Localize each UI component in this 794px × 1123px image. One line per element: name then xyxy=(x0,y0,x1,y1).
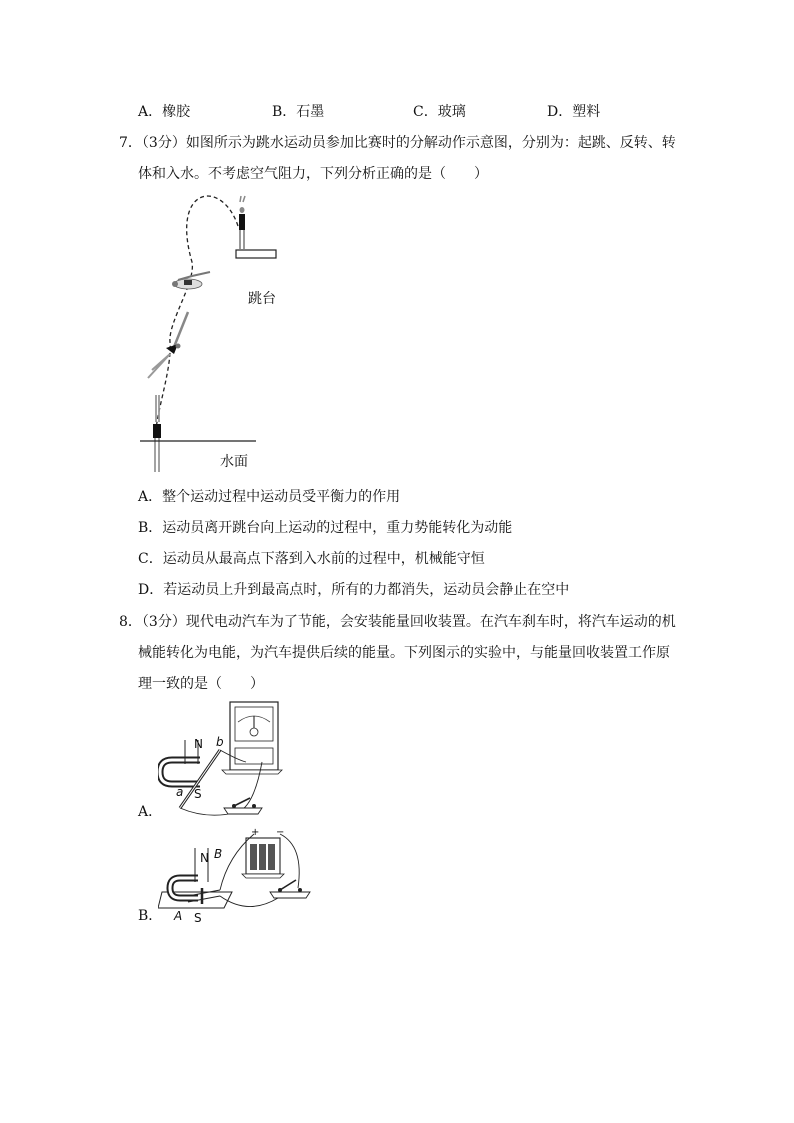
battery-minus-label: − xyxy=(276,827,285,838)
q8-figure-b-motor xyxy=(158,826,314,924)
q8-stem-line2: 械能转化为电能，为汽车提供后续的能量。下列图示的实验中，与能量回收装置工作原 xyxy=(138,645,670,661)
diver-entry xyxy=(153,395,161,472)
platform-board xyxy=(236,250,276,258)
q7-option-d: D．若运动员上升到最高点时，所有的力都消失，运动员会静止在空中 xyxy=(138,582,570,598)
rail-end-a-label: A xyxy=(174,909,183,923)
q8-stem-line1: 8．（3分）现代电动汽车为了节能，会安装能量回收装置。在汽车刹车时，将汽车运动的机 xyxy=(119,614,676,630)
q8-stem-line3: 理一致的是（ ） xyxy=(138,676,264,692)
switch xyxy=(224,798,262,814)
rod-end-b-label: b xyxy=(216,735,224,749)
q7-option-c: C．运动员从最高点下落到入水前的过程中，机械能守恒 xyxy=(138,551,485,567)
wire xyxy=(280,834,299,888)
rail-end-b-label: B xyxy=(214,847,223,861)
diver-takeoff xyxy=(239,196,245,249)
q6-option-a: A．橡胶 xyxy=(138,104,191,120)
battery-plus-label: + xyxy=(251,827,260,838)
galvanometer xyxy=(222,702,282,774)
q8-option-b-letter: B． xyxy=(138,908,163,924)
trajectory-dashed-line xyxy=(156,196,238,430)
magnet-north-label: N xyxy=(194,737,203,751)
q7-option-a: A．整个运动过程中运动员受平衡力的作用 xyxy=(138,489,401,505)
diving-figure xyxy=(130,192,290,477)
q6-option-d: D．塑料 xyxy=(547,104,601,120)
magnet-south-label: S xyxy=(194,911,202,924)
q8-figure-a-generator xyxy=(158,700,284,820)
q6-option-b: B．石墨 xyxy=(272,104,325,120)
q7-option-b: B．运动员离开跳台向上运动的过程中，重力势能转化为动能 xyxy=(138,520,513,536)
platform-label: 跳台 xyxy=(248,291,276,307)
rod-end-a-label: a xyxy=(176,785,184,799)
water-label: 水面 xyxy=(220,454,248,470)
q8-option-a-letter: A． xyxy=(138,804,163,820)
q6-option-c: C．玻璃 xyxy=(413,104,466,120)
switch xyxy=(270,880,310,898)
q7-stem-line1: 7．（3分）如图所示为跳水运动员参加比赛时的分解动作示意图，分别为：起跳、反转、转 xyxy=(119,135,676,151)
magnet-south-label: S xyxy=(194,787,202,801)
magnet-north-label: N xyxy=(200,851,209,865)
battery xyxy=(242,838,284,878)
q7-stem-line2: 体和入水。不考虑空气阻力，下列分析正确的是（ ） xyxy=(138,166,488,182)
